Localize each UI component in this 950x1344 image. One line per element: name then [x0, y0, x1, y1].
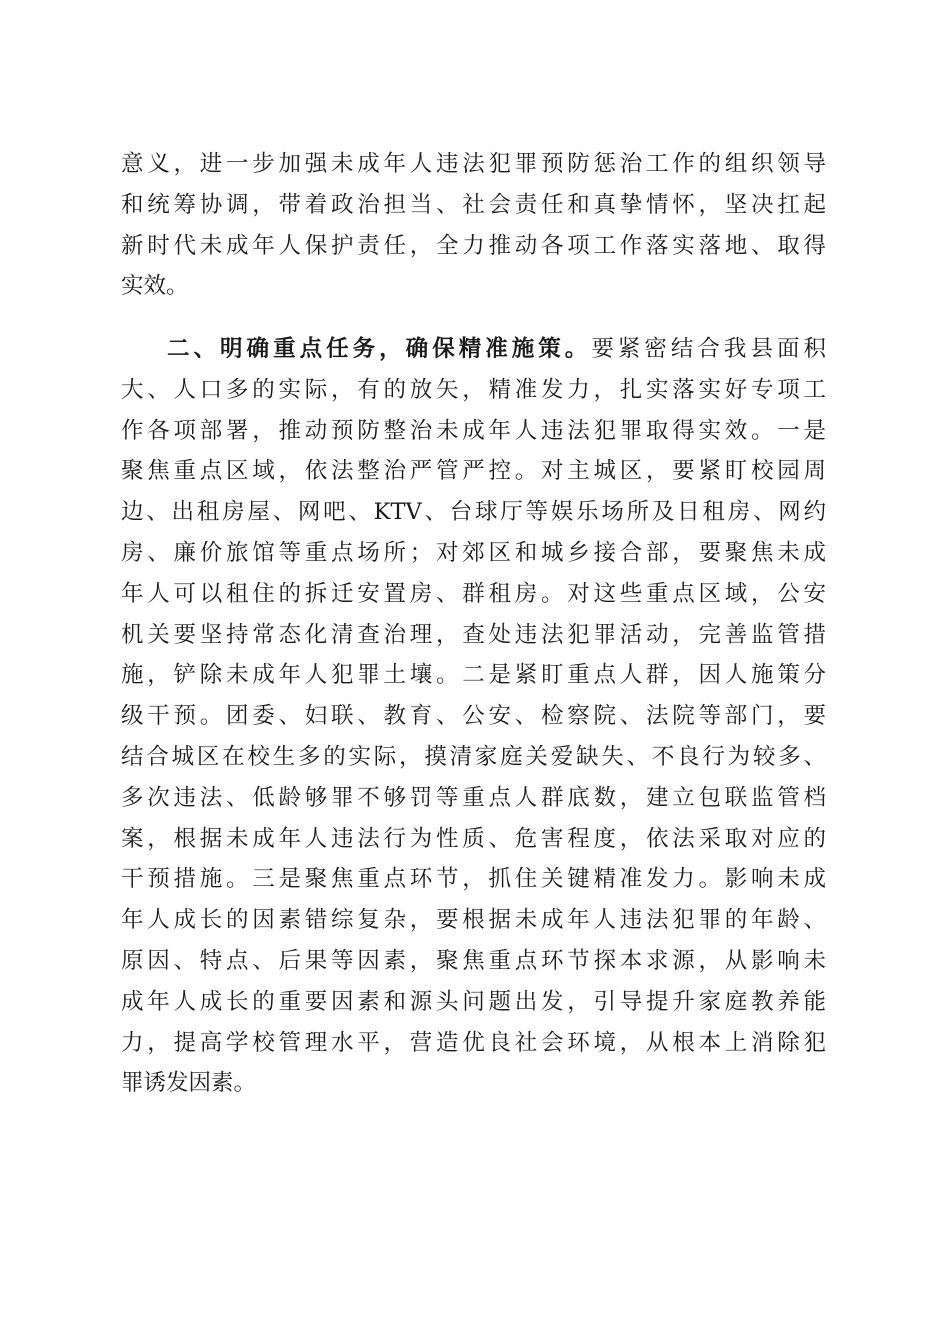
text-line: 和统筹协调，带着政治担当、社会责任和真挚情怀，坚决扛起 [121, 191, 826, 218]
text-line: 结合城区在校生多的实际，摸清家庭关爱缺失、不良行为较多、 [121, 743, 826, 770]
text-line: 干预措施。三是聚焦重点环节，抓住关键精准发力。影响未成 [121, 866, 826, 893]
text-line: 聚焦重点区域，依法整治严管严控。对主城区，要紧盯校园周 [121, 458, 826, 485]
paragraph-section-two [121, 329, 826, 1104]
text-line: 房、廉价旅馆等重点场所；对郊区和城乡接合部，要聚焦未成 [121, 539, 826, 566]
text-line: 实效。 [121, 273, 189, 300]
paragraph-continued [121, 144, 826, 307]
heading-line-text: 要紧密结合我县面积 [591, 336, 826, 362]
text-line: 新时代未成年人保护责任，全力推动各项工作落实落地、取得 [121, 232, 826, 259]
text-line: 大、人口多的实际，有的放矢，精准发力，扎实落实好专项工 [121, 376, 826, 403]
text-line: 施，铲除未成年人犯罪土壤。二是紧盯重点人群，因人施策分 [121, 662, 826, 689]
text-line: 罪诱发因素。 [121, 1070, 257, 1097]
text-line: 意义，进一步加强未成年人违法犯罪预防惩治工作的组织领导 [121, 151, 826, 177]
text-line: 年人可以租住的拆迁安置房、群租房。对这些重点区域，公安 [121, 580, 826, 607]
text-line: 作各项部署，推动预防整治未成年人违法犯罪取得实效。一是 [121, 417, 826, 444]
text-line: 边、出租房屋、网吧、KTV、台球厅等娱乐场所及日租房、网约 [121, 499, 826, 526]
text-line: 成年人成长的重要因素和源头问题出发，引导提升家庭教养能 [121, 988, 826, 1015]
text-line: 级干预。团委、妇联、教育、公安、检察院、法院等部门，要 [121, 703, 826, 730]
section-heading-line [121, 329, 826, 370]
text-line: 力，提高学校管理水平，营造优良社会环境，从根本上消除犯 [121, 1029, 826, 1056]
text-line: 年人成长的因素错综复杂，要根据未成年人违法犯罪的年龄、 [121, 907, 826, 934]
text-line: 机关要坚持常态化清查治理，查处违法犯罪活动，完善监管措 [121, 621, 826, 648]
section-heading: 二、明确重点任务，确保精准施策。 [167, 336, 592, 362]
text-line: 多次违法、低龄够罪不够罚等重点人群底数，建立包联监管档 [121, 784, 826, 811]
text-line: 原因、特点、后果等因素，聚焦重点环节探本求源，从影响未 [121, 947, 826, 974]
text-line: 案，根据未成年人违法行为性质、危害程度，依法采取对应的 [121, 825, 826, 852]
